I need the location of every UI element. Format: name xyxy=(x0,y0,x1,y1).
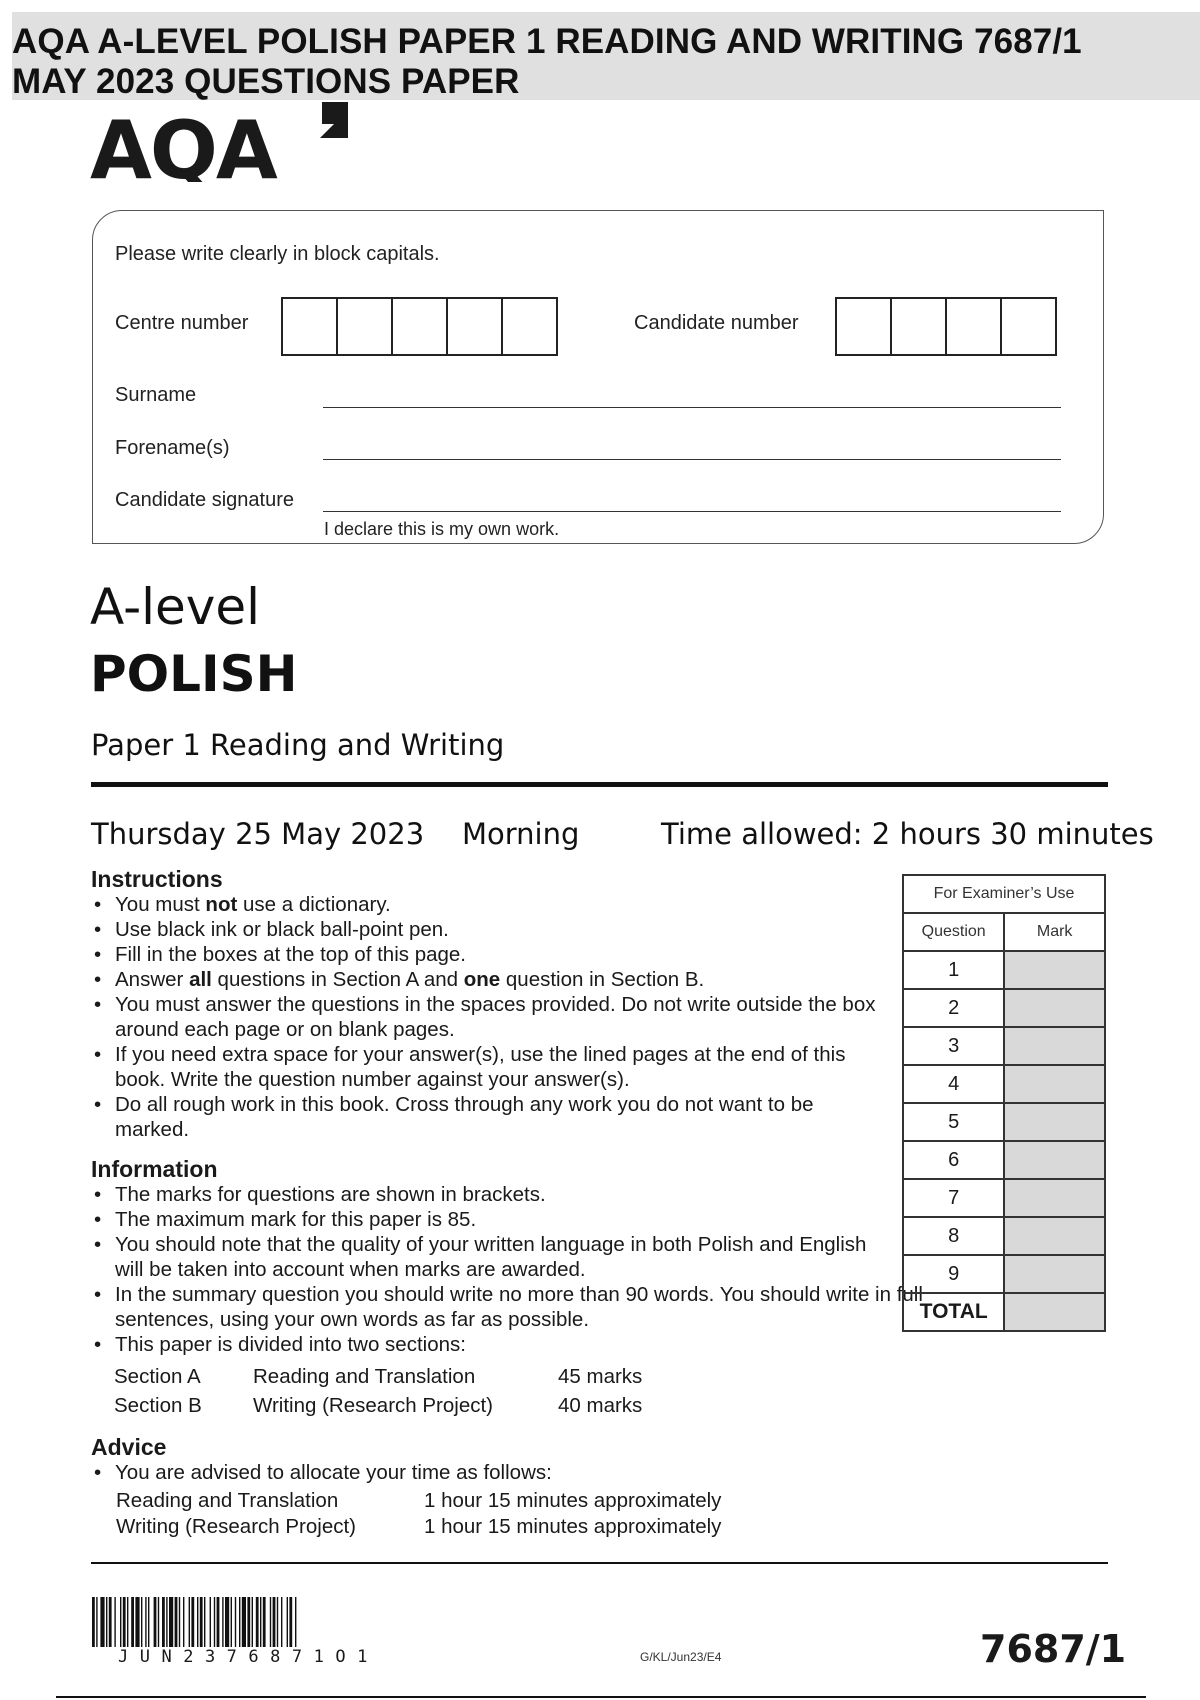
title-divider xyxy=(91,782,1108,787)
instruction-item: • Do all rough work in this book. Cross through any work you do not want to be marked. xyxy=(92,1092,855,1142)
barcode-text: JUN2376871O1 xyxy=(118,1647,379,1667)
paper-subject: POLISH xyxy=(90,645,298,703)
section-id: Section A xyxy=(114,1365,201,1388)
section-marks: 40 marks xyxy=(558,1394,643,1417)
section-name: Reading and Translation xyxy=(253,1365,476,1388)
question-number: 4 xyxy=(903,1065,1004,1103)
paper-reference: G/KL/Jun23/E4 xyxy=(640,1650,722,1664)
section-row xyxy=(114,1391,642,1420)
mark-cell xyxy=(1004,1217,1105,1255)
section-id: Section B xyxy=(114,1394,202,1417)
instruction-item: • You must answer the questions in the spaces provided. Do not write outside the box around each page or on blank pages. xyxy=(92,992,895,1042)
footer-divider xyxy=(91,1562,1108,1564)
section-name: Writing (Research Project) xyxy=(253,1394,493,1417)
candidate-digit-box[interactable] xyxy=(947,299,1002,354)
information-heading: Information xyxy=(91,1156,218,1182)
candidate-digit-box[interactable] xyxy=(837,299,892,354)
candidate-number-label: Candidate number xyxy=(634,312,799,334)
barcode xyxy=(92,1597,477,1647)
centre-digit-box[interactable] xyxy=(338,299,393,354)
total-mark-cell xyxy=(1004,1293,1105,1331)
candidate-digit-box[interactable] xyxy=(892,299,947,354)
centre-digit-box[interactable] xyxy=(448,299,503,354)
forename-label: Forename(s) xyxy=(115,437,230,459)
instructions-heading: Instructions xyxy=(91,866,223,892)
instruction-item: • You must not use a dictionary. xyxy=(92,892,892,917)
information-item: • The marks for questions are shown in brackets. xyxy=(92,1182,902,1207)
mark-cell xyxy=(1004,1103,1105,1141)
information-item: • The maximum mark for this paper is 85. xyxy=(92,1207,902,1232)
aqa-logo-text: AQA xyxy=(90,104,276,182)
signature-label: Candidate signature xyxy=(115,489,295,511)
instruction-item: • Fill in the boxes at the top of this page. xyxy=(92,942,892,967)
mark-cell xyxy=(1004,1027,1105,1065)
instruction-item: • If you need extra space for your answer(s), use the lined pages at the end of this book. Write the question number against your answer(s). xyxy=(92,1042,895,1092)
advice-part: Writing (Research Project) xyxy=(116,1515,356,1538)
question-number: 6 xyxy=(903,1141,1004,1179)
paper-title: Paper 1 Reading and Writing xyxy=(91,728,505,762)
surname-field[interactable] xyxy=(323,407,1061,408)
information-item: • You should note that the quality of your written language in both Polish and English will be taken into account when marks are awarded. xyxy=(92,1232,895,1282)
mark-cell xyxy=(1004,1179,1105,1217)
mark-cell xyxy=(1004,1065,1105,1103)
paper-level: A-level xyxy=(90,578,261,636)
advice-row xyxy=(116,1514,721,1540)
advice-heading: Advice xyxy=(91,1434,167,1460)
paper-code: 7687/1 xyxy=(980,1627,1127,1671)
surname-label: Surname xyxy=(115,384,197,406)
candidate-number-boxes[interactable] xyxy=(835,297,1057,356)
centre-digit-box[interactable] xyxy=(283,299,338,354)
advice-time: 1 hour 15 minutes approximately xyxy=(424,1489,722,1512)
centre-number-label: Centre number xyxy=(115,312,249,334)
information-item: • This paper is divided into two sections: xyxy=(92,1332,902,1357)
information-list xyxy=(92,1182,923,1357)
question-number: 9 xyxy=(903,1255,1004,1293)
exam-session: Morning xyxy=(462,817,580,851)
instruction-item: • Use black ink or black ball-point pen. xyxy=(92,917,892,942)
centre-number-boxes[interactable] xyxy=(281,297,558,356)
section-marks: 45 marks xyxy=(558,1365,643,1388)
mark-cell xyxy=(1004,1141,1105,1179)
mark-column-header: Mark xyxy=(1004,913,1105,951)
question-number: 8 xyxy=(903,1217,1004,1255)
advice-time-table xyxy=(116,1488,721,1540)
document-title-line-1: AQA A-LEVEL POLISH PAPER 1 READING AND WRITING 7687/1 xyxy=(12,22,1082,61)
centre-digit-box[interactable] xyxy=(393,299,448,354)
form-intro: Please write clearly in block capitals. xyxy=(115,243,440,265)
instructions-list xyxy=(92,892,892,1142)
centre-digit-box[interactable] xyxy=(503,299,558,354)
question-number: 3 xyxy=(903,1027,1004,1065)
signature-field[interactable] xyxy=(323,511,1061,512)
mark-cell xyxy=(1004,989,1105,1027)
candidate-details-box xyxy=(92,210,1104,544)
title-band xyxy=(12,12,1200,100)
question-column-header: Question xyxy=(903,913,1004,951)
mark-cell xyxy=(1004,951,1105,989)
advice-list xyxy=(92,1460,892,1485)
question-number: 5 xyxy=(903,1103,1004,1141)
mark-cell xyxy=(1004,1255,1105,1293)
time-allowed: Time allowed: 2 hours 30 minutes xyxy=(661,817,1154,851)
examiner-table-title: For Examiner’s Use xyxy=(903,875,1105,913)
declaration-text: I declare this is my own work. xyxy=(324,519,560,539)
section-row xyxy=(114,1362,642,1391)
advice-row xyxy=(116,1488,721,1514)
question-number: 7 xyxy=(903,1179,1004,1217)
exam-date: Thursday 25 May 2023 xyxy=(91,817,425,851)
advice-part: Reading and Translation xyxy=(116,1489,339,1512)
question-number: 2 xyxy=(903,989,1004,1027)
question-number: 1 xyxy=(903,951,1004,989)
instruction-item: • Answer all questions in Section A and one question in Section B. xyxy=(92,967,892,992)
forename-field[interactable] xyxy=(323,459,1061,460)
document-title-line-2: MAY 2023 QUESTIONS PAPER xyxy=(12,62,520,101)
sections-table xyxy=(114,1362,642,1420)
candidate-digit-box[interactable] xyxy=(1002,299,1057,354)
advice-time: 1 hour 15 minutes approximately xyxy=(424,1515,722,1538)
examiner-use-table xyxy=(902,874,1106,1332)
total-label: TOTAL xyxy=(903,1293,1004,1331)
information-item: • In the summary question you should write no more than 90 words. You should write in full sentences, using your own words as far as possible. xyxy=(92,1282,925,1332)
aqa-logo-mark xyxy=(320,102,348,138)
page-bottom-rule xyxy=(56,1696,1146,1698)
advice-item: • You are advised to allocate your time as follows: xyxy=(92,1460,892,1485)
aqa-logo xyxy=(90,98,360,187)
